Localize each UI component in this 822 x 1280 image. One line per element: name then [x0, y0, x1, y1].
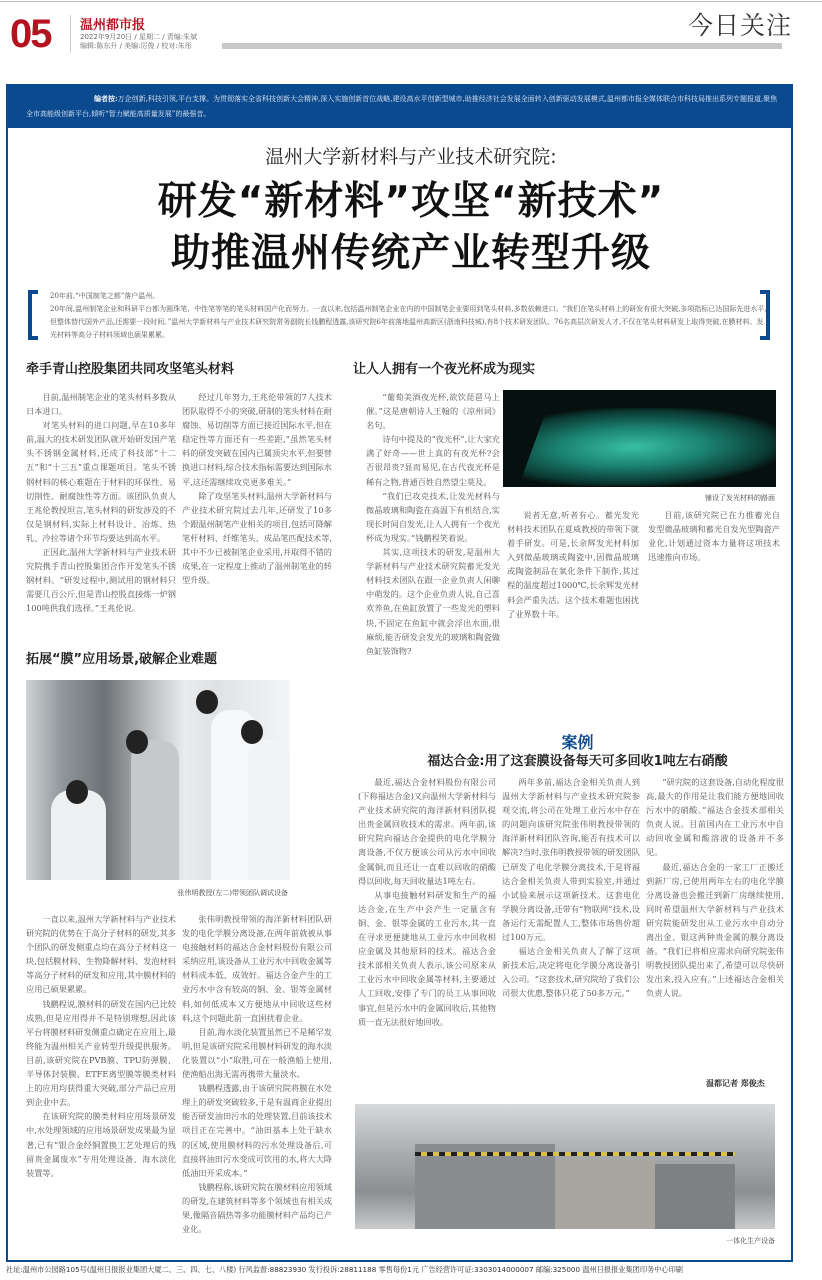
- head-shape: [66, 780, 88, 804]
- section1-col1: [26, 390, 176, 616]
- lead-bracket-left: [28, 290, 38, 340]
- masthead-gray-bar: [222, 43, 782, 49]
- paragraph: 最近,福达合金材料股份有限公司(下称福达合金)又向温州大学新材料与产业技术研究院的海洋新材料团队提出贵金属回收技术的需求。两年前,该研究院向福达合金提供的电化学膜分离设备,不仅方便该公司从污水中回收金属铜,而且还让一直难以回收的硝酸得以回收,每天回收量达1吨左右。: [358, 777, 496, 886]
- paragraph: “我们已攻克技术,让发光材料与微晶玻璃和陶瓷在高温下有机结合,实现长时间自发光,让人人拥有一个夜光杯成为现实。”钱鹏程笑着说。: [366, 490, 500, 543]
- paragraph: 一直以来,温州大学新材料与产业技术研究院的优势在于高分子材料的研发,其多个团队的研发侧重点均在高分子材料这一块,包括膜材料、生物降解材料、发泡材料等高分子材料的研发和应用,其中膜材料的应用已硕果累累。: [26, 914, 176, 995]
- lead-line: 20年前,“中国制笔之都”落户温州。: [50, 292, 160, 300]
- headline-line-2: 助推温州传统产业转型升级: [170, 231, 651, 276]
- glowing-pavement-photo: [503, 390, 776, 487]
- person-figure: [131, 740, 179, 880]
- head-shape: [126, 730, 148, 754]
- paragraph: 目前,该研究院已在力推蓄光自发型微晶玻璃和蓄光自发光型陶瓷产业化,计划通过资本力量将这项技术迅速推向市场。: [648, 510, 780, 563]
- head-shape: [196, 690, 218, 714]
- lead-paragraph: [50, 290, 770, 342]
- section1-col2: [182, 390, 332, 587]
- section2-col2: [182, 912, 332, 1236]
- hazard-stripe: [415, 1152, 735, 1156]
- paragraph: 除了攻坚笔头材料,温州大学新材料与产业技术研究院过去几年,还研发了10多个跟温州制笔产业相关的项目,包括可降解笔杆材料、纤维笔头、成品笔匹配技术等,其中不少已被制笔企业采用,并取得不错的成果,在一定程度上推动了温州制笔业的转型升级。: [182, 490, 332, 586]
- editor-note: [6, 84, 793, 128]
- machine-shape: [555, 1159, 655, 1229]
- section1-title: 牵手青山控股集团共同攻坚笔头材料: [26, 362, 235, 377]
- meta-date-line: 2022年9月20日 / 星期二 / 责编:朱斌: [80, 33, 198, 41]
- paragraph: 其实,这项技术的研发,是温州大学新材料与产业技术研究院蓄光发光材料技术团队在跟一企业负责人闲聊中萌发的。这个企业负责人说,自己喜欢养鱼,在鱼缸放置了一些发光的塑料块,不固定在鱼缸中就会浮出水面,很麻烦,能否研发会发光的玻璃和陶瓷做鱼缸装饰物?: [366, 547, 500, 656]
- editor-note-text: 万企创新,科技引领,平台支撑。为贯彻落实全省科技创新大会精神,深入实施创新首位战略,建设高水平创新型城市,助推经济社会发展全面转入创新驱动发展模式,温州都市报全媒体联合市科技局推出系列专题报道,聚焦全市高能级创新平台,倾听“智力赋能高质量发展”的最强音。: [26, 95, 778, 118]
- lab-photo-caption: 张伟明教授(左二)带领团队调试设备: [177, 889, 288, 897]
- paragraph: 说者无意,听者有心。蓄光发光材料技术团队在夏威教授的带领下就着手研发。可是,长余辉发光材料加入到微晶玻璃或陶瓷中,因微晶玻璃或陶瓷制品在氧化条件下制作,其过程的温度超过1000℃,长余辉发光材料会严重失活。这个技术难题也困扰了业界数十年。: [507, 510, 639, 619]
- section3-col1: [366, 390, 500, 658]
- machine-shape: [655, 1164, 735, 1229]
- lead-line: 20年间,温州制笔企业和科研平台都为圆珠笔、中性笔等笔的笔头材料国产化而努力。一直以来,包括温州制笔企业在内的中国制笔企业要用到笔头材料,多数依赖进口。“我们在笔头材料上的研发有很大突破,多项指标已达国际先进水平,但整体替代国外产品,还需要一段时间。”温州大学新材料与产业技术研究院常务副院长钱鹏程透露,该研究院6年前落地温州高新区(浙南科技城),有8个技术研发团队、76名高层次研发人才,不仅在笔头材料研发上取得突破,在膜材料、发光材料等高分子材料领域也硕果累累。: [50, 305, 767, 339]
- production-equipment-photo: [355, 1104, 775, 1229]
- section2-col1: [26, 912, 176, 1180]
- person-figure: [248, 740, 290, 880]
- headline-kicker: 温州大学新材料与产业技术研究院:: [265, 146, 557, 168]
- paragraph: 经过几年努力,王兆伦带领的7人技术团队取得不小的突破,研制的笔头材料在耐腐蚀、易切削等方面已接近国际水平,但在稳定性等方面还有一些差距,“虽然笔头材料的研发突破在国内已属顶尖水平,但要替换进口材料,综合技术指标需要达到国际水平,这还需继续攻克更多难关。”: [182, 392, 332, 487]
- meta-staff-line: 编辑:陈东升 / 美编:厉俊 / 校对:朱彤: [80, 42, 192, 50]
- paragraph: 钱鹏程透露,由于该研究院将膜在水处理上的研发突破较多,于是有温商企业提出能否研发油田污水的处理装置,目前该技术项目正在完善中。“油田基本上处于缺水的区域,使用膜材料的污水处理设备后,可直接将油田污水变成可饮用的水,将大大降低油田开采成本。”: [182, 1083, 332, 1178]
- masthead-divider: [70, 15, 71, 53]
- footer-imprint: 社址:温州市公园路105号(温州日报报业集团大厦二、三、四、七、八楼) 行风监督:88823930 发行投诉:28811188 零售每份1元 广告经营许可证:3303014000007 邮编:325000 温州日报报业集团印务中心印刷: [6, 1265, 683, 1274]
- paragraph: 两年多前,福达合金相关负责人到温州大学新材料与产业技术研究院参观交流,将公司在处理工业污水中存在的问题向该研究院张伟明教授带领的海洋新材料团队咨询,能否有技术可以解决?当时,张伟明教授带领的研发团队已研发了电化学膜分离技术,于是将福达合金相关负责人带到实验室,并通过小试验来展示这项新技术。这套电化学膜分离设备,还带有“物联网”技术,设备运行无需配置人工,整体市场售价超过100万元。: [502, 777, 640, 943]
- case-col1: [358, 775, 496, 1029]
- masthead: [0, 0, 822, 70]
- headline-line-1: 研发“新材料”攻坚“新技术”: [157, 179, 665, 224]
- paper-name: 温州都市报: [80, 18, 146, 33]
- glow-photo-caption: 铺设了发光材料的路面: [705, 494, 775, 502]
- paragraph: 目前,温州制笔企业的笔头材料多数从日本进口。: [26, 392, 176, 417]
- paragraph: 目前,海水淡化装置虽然已不是稀罕发明,但是该研究院采用膜材料研发的海水淡化装置以“小”取胜,可在一般渔船上使用,使渔船出海无需再携带大量淡水。: [182, 1026, 332, 1080]
- machine-shape: [415, 1144, 555, 1229]
- section3-title: 让人人拥有一个夜光杯成为现实: [353, 362, 536, 377]
- section3-col2: [507, 508, 639, 621]
- section3-col3: [648, 508, 780, 564]
- case-col3: [646, 775, 784, 1001]
- section2-title: 拓展“膜”应用场景,破解企业难题: [26, 652, 218, 667]
- case-label: 案例: [561, 733, 594, 752]
- factory-photo-caption: 一体化生产设备: [726, 1237, 775, 1245]
- paragraph: 钱鹏程说,膜材料的研发在国内已比较成熟,但是应用得并不是特别理想,因此该平台将膜材料研发侧重点确定在应用上,最终能为温州相关产业转型升级提供服务。目前,该研究院在PVB膜、TPU防弹膜、半导体封装膜、ETFE离型膜等膜类材料上的应用均获得重大突破,部分产品已应用到企业中去。: [26, 998, 176, 1108]
- paper-meta: [80, 33, 197, 51]
- paragraph: 在该研究院的膜类材料应用场景研发中,水处理领域的应用场景研发成果最为显著,已有“银合金经铜置换工艺处理后的残留贵金属废水”专用处理设备、海水淡化装置等。: [26, 1111, 176, 1178]
- page-number: 05: [10, 12, 51, 56]
- paragraph: 从事电接触材料研发和生产的福达合金,在生产中会产生一定量含有铜、金、银等金属的工业污水,其一直在寻求更便捷地从工业污水中回收相应金属及其他原料的技术。福达合金技术部相关负责人表示,该公司原来从工业污水中回收金属等材料,主要通过人工回收,安排了专门的员工从事回收事宜,但是污水中的金属回收后,其他物质一直无法很好地回收。: [358, 889, 496, 1027]
- paragraph: 对笔头材料的进口问题,早在10多年前,温大的技术研发团队就开始研发国产笔头不锈钢金属材料,还成了科技部“十二五”和“十三五”重点课题项目。笔头不锈钢材料的核心难题在于材料的环保性、易切削性、耐腐蚀性等方面。该团队负责人王兆伦教授坦言,笔头材料的研发涉及的不仅是钢材料,实际上材料设计、冶炼、热轧、冷拉等诸个环节均要达到高水平。: [26, 420, 176, 543]
- paragraph: 钱鹏程称,该研究院在膜材料应用领域的研发,在建筑材料等多个领域也有相关成果,像隔音隔热等多功能膜材料产品均已产业化。: [182, 1181, 332, 1235]
- editor-note-label: 编者按:: [94, 94, 118, 103]
- paragraph: 福达合金相关负责人了解了这项新技术后,决定将电化学膜分离设备引入公司。“这套技术,研究院给了我们公司很大优惠,整体只花了50多万元。”: [502, 946, 640, 999]
- section-name: 今日关注: [687, 11, 792, 40]
- paragraph: “研究院的这套设备,自动化程度很高,最大的作用是让我们能方便地回收污水中的硝酸。”福达合金技术部相关负责人说。目前国内在工业污水中自动回收金属和酸溶液的设备并不多见。: [646, 777, 784, 858]
- case-title: 福达合金:用了这套膜设备每天可多回收1吨左右硝酸: [427, 754, 728, 769]
- paragraph: 最近,福达合金的一家工厂正搬迁到新厂房,已使用两年左右的电化学膜分离设备也会搬迁到新厂房继续使用,同时希望温州大学新材料与产业技术研究院能研发出从工业污水中自动分离出金、银这两种贵金属的膜分离设备。“我们已将相应需求向研究院张伟明教授团队提出来了,希望可以尽快研发出来,投入应有。”上述福达合金相关负责人说。: [646, 861, 784, 999]
- paragraph: “葡萄美酒夜光杯,欲饮琵琶马上催。”这是唐朝诗人王翰的《凉州词》名句。: [366, 392, 500, 431]
- reporter-byline: 温都记者 郑俊杰: [706, 1079, 765, 1088]
- case-col2: [502, 775, 640, 1001]
- head-shape: [241, 720, 263, 744]
- paragraph: 正因此,温州大学新材料与产业技术研究院携手青山控股集团合作开发笔头不锈钢材料。“研发过程中,测试用的钢材料只需要几百公斤,但是青山控股直接炼一炉钢100吨供我们选择。”王兆伦说。: [26, 547, 176, 614]
- glow-shape: [519, 408, 776, 486]
- paragraph: 张伟明教授带领的海洋新材料团队研发的电化学膜分离设备,在两年前就被从事电接触材料的福达合金材料股份有限公司采纳应用,该设备从工业污水中回收金属等材料成本低、成效好。福达合金产生的工业污水中含有较高的铜、金、银等金属材料,如何低成本又方便地从中回收这些材料,这个问题此前一直困扰着企业。: [182, 914, 332, 1023]
- paragraph: 诗句中提及的“夜光杯”,让大家充满了好奇——世上真的有夜光杯?会否很昂贵?显而易见,在古代夜光杯是稀有之物,普通百姓自然望尘莫及。: [366, 434, 500, 487]
- lab-photo: [26, 680, 290, 880]
